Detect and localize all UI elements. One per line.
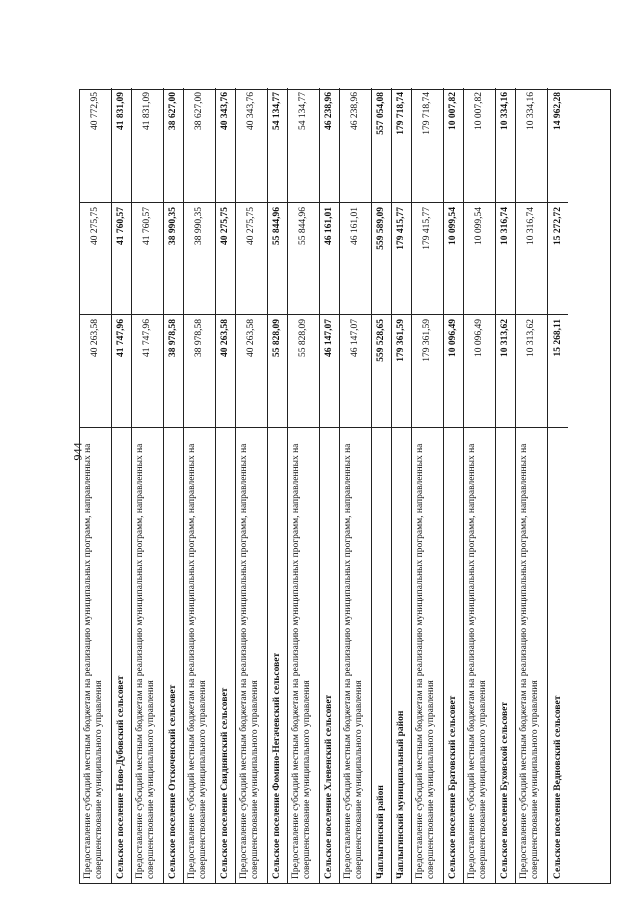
row-value-1: 559 528,65: [372, 314, 391, 427]
table-row-heading: [392, 88, 412, 883]
row-value-3: 10 007,82: [474, 92, 484, 130]
table-row-heading: [320, 88, 340, 883]
row-value-1: 10 313,62: [516, 314, 547, 427]
row-value-1: 10 096,49: [444, 314, 463, 427]
row-value-1: 55 828,09: [288, 314, 319, 427]
row-value-1: 41 747,96: [132, 314, 163, 427]
row-value-3: 557 054,08: [376, 92, 386, 135]
row-value-3: 54 134,77: [298, 92, 308, 130]
row-value-3: 41 831,09: [142, 92, 152, 130]
row-name: Предоставление субсидий местным бюджетам на реализацию муниципальных программ, направленных на совершенствование муниципального управления: [132, 427, 163, 883]
row-name: Сельское поселение Отскоченский сельсовет: [164, 427, 183, 883]
row-value-2: 46 161,01: [340, 202, 371, 314]
table-row-heading: [496, 88, 516, 883]
row-value-1: 38 978,58: [184, 314, 215, 427]
row-value-3: 40 772,95: [90, 92, 100, 130]
row-value-1: 10 096,49: [464, 314, 495, 427]
row-name: Сельское поселение Ведновский сельсовет: [548, 427, 568, 883]
table-row: [464, 88, 496, 883]
budget-table: [79, 89, 611, 884]
table-row: [516, 88, 548, 883]
table-row: [132, 88, 164, 883]
row-name: Сельское поселение Братовский сельсовет: [444, 427, 463, 883]
row-name: Предоставление субсидий местным бюджетам на реализацию муниципальных программ, направленных на совершенствование муниципального управления: [184, 427, 215, 883]
table-row: [288, 88, 320, 883]
row-value-1: 46 147,07: [320, 314, 339, 427]
row-name: Предоставление субсидий местным бюджетам на реализацию муниципальных программ, направленных на совершенствование муниципального управления: [340, 427, 371, 883]
row-name: Предоставление субсидий местным бюджетам на реализацию муниципальных программ, направленных на совершенствование муниципального управления: [412, 427, 443, 883]
row-value-1: 46 147,07: [340, 314, 371, 427]
row-value-1: 41 747,96: [112, 314, 131, 427]
row-value-1: 40 263,58: [80, 314, 111, 427]
row-name: Предоставление субсидий местным бюджетам на реализацию муниципальных программ, направленных на совершенствование муниципального управления: [288, 427, 319, 883]
table-row: [340, 88, 372, 883]
table-row-heading: [164, 88, 184, 883]
row-value-2: 10 099,54: [464, 202, 495, 314]
row-value-3: 14 962,28: [552, 92, 563, 130]
page-number: 944: [70, 442, 85, 461]
row-value-1: 179 361,59: [412, 314, 443, 427]
row-value-3: 41 831,09: [116, 92, 126, 130]
table-row-heading: [372, 88, 392, 883]
row-value-2: 38 990,35: [184, 202, 215, 314]
row-value-2: 40 275,75: [236, 202, 267, 314]
row-value-2: 179 415,77: [392, 202, 411, 314]
row-value-2: 15 272,72: [548, 202, 568, 314]
row-name: Предоставление субсидий местным бюджетам на реализацию муниципальных программ, направленных на совершенствование муниципального управления: [80, 427, 111, 883]
row-value-1: 38 978,58: [164, 314, 183, 427]
row-value-2: 40 275,75: [216, 202, 235, 314]
row-value-3: 46 238,96: [350, 92, 360, 130]
row-name: Сельское поселение Свиднянский сельсовет: [216, 427, 235, 883]
row-value-2: 41 760,57: [132, 202, 163, 314]
row-value-1: 15 268,11: [548, 314, 568, 427]
row-value-3: 10 334,16: [500, 92, 510, 130]
row-name: Сельское поселение Буховской сельсовет: [496, 427, 515, 883]
row-value-2: 38 990,35: [164, 202, 183, 314]
row-value-2: 46 161,01: [320, 202, 339, 314]
row-name: Сельское поселение Фомино-Негачевский сельсовет: [268, 427, 287, 883]
row-value-2: 41 760,57: [112, 202, 131, 314]
row-value-3: 46 238,96: [324, 92, 334, 130]
row-value-2: 10 099,54: [444, 202, 463, 314]
row-value-1: 40 263,58: [216, 314, 235, 427]
row-value-3: 10 334,16: [526, 92, 536, 130]
table-row: [236, 88, 268, 883]
row-name: Чаплыгинский район: [372, 427, 391, 883]
row-value-3: 38 627,00: [168, 92, 178, 130]
row-name: Предоставление субсидий местным бюджетам на реализацию муниципальных программ, направленных на совершенствование муниципального управления: [236, 427, 267, 883]
row-value-2: 55 844,96: [268, 202, 287, 314]
row-value-2: 559 589,09: [372, 202, 391, 314]
row-value-3: 10 007,82: [448, 92, 458, 130]
row-value-3: 179 718,74: [422, 92, 432, 135]
row-value-1: 40 263,58: [236, 314, 267, 427]
table-row-heading: [216, 88, 236, 883]
row-name: Чаплыгинский муниципальный район: [392, 427, 411, 883]
row-value-2: 10 316,74: [516, 202, 547, 314]
table-row: [80, 88, 112, 883]
row-name: Сельское поселение Хлевенский сельсовет: [320, 427, 339, 883]
row-value-1: 10 313,62: [496, 314, 515, 427]
table-row-heading: [444, 88, 464, 883]
row-value-2: 40 275,75: [80, 202, 111, 314]
table-row-heading: [548, 88, 568, 883]
row-value-1: 55 828,09: [268, 314, 287, 427]
row-value-1: 179 361,59: [392, 314, 411, 427]
row-value-3: 38 627,00: [194, 92, 204, 130]
row-name: Сельское поселение Ново-Дубовский сельсовет: [112, 427, 131, 883]
table-row-heading: [112, 88, 132, 883]
row-value-3: 40 343,76: [220, 92, 230, 130]
table-row: [412, 88, 444, 883]
row-value-2: 179 415,77: [412, 202, 443, 314]
row-value-2: 55 844,96: [288, 202, 319, 314]
row-value-3: 179 718,74: [396, 92, 406, 135]
table-row-heading: [268, 88, 288, 883]
table-row: [184, 88, 216, 883]
row-name: Предоставление субсидий местным бюджетам на реализацию муниципальных программ, направленных на совершенствование муниципального управления: [464, 427, 495, 883]
row-value-3: 54 134,77: [272, 92, 282, 130]
row-name: Предоставление субсидий местным бюджетам на реализацию муниципальных программ, направленных на совершенствование муниципального управления: [516, 427, 547, 883]
row-value-3: 40 343,76: [246, 92, 256, 130]
row-value-2: 10 316,74: [496, 202, 515, 314]
